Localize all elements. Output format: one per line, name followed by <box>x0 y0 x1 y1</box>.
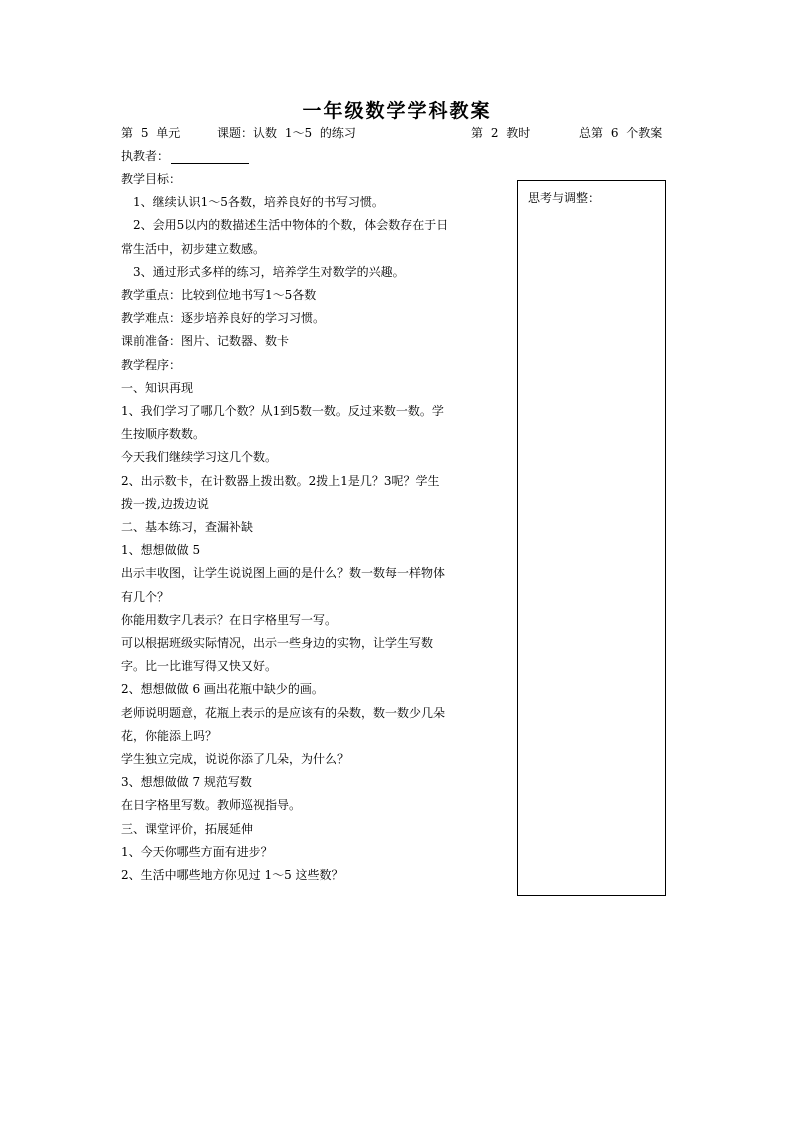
body-line: 3、通过形式多样的练习，培养学生对数学的兴趣。 <box>133 264 405 279</box>
body-line: 2、想想做做 6 画出花瓶中缺少的画。 <box>121 682 324 697</box>
body-line: 出示丰收图，让学生说说图上画的是什么？数一数每一样物体 <box>121 566 446 581</box>
reflection-box <box>517 180 666 896</box>
body-line: 三、课堂评价，拓展延伸 <box>121 821 254 836</box>
body-line: 今天我们继续学习这几个数。 <box>121 450 278 465</box>
body-line: 3、想想做做 7 规范写数 <box>121 775 252 790</box>
body-line: 2、出示数卡，在计数器上拨出数。2拨上1是几？3呢？学生 <box>121 473 440 488</box>
body-line: 学生独立完成，说说你添了几朵，为什么？ <box>121 752 350 767</box>
body-line: 你能用数字几表示？在日字格里写一写。 <box>121 612 338 627</box>
body-line: 2、会用5以内的数描述生活中物体的个数，体会数存在于日 <box>133 218 449 233</box>
total-label: 总第 6 个教案 <box>579 126 663 140</box>
reflection-label: 思考与调整： <box>528 191 601 205</box>
topic-label: 课题：认数 1～5 的练习 <box>217 126 356 140</box>
body-line: 有几个？ <box>121 589 170 604</box>
unit-label: 第 5 单元 <box>121 126 181 140</box>
lesson-body <box>121 168 506 887</box>
body-line: 课前准备：图片、记数器、数卡 <box>121 334 290 349</box>
body-line: 在日字格里写数。教师巡视指导。 <box>121 798 302 813</box>
body-line: 教学目标： <box>121 172 182 186</box>
body-line: 可以根据班级实际情况，出示一些身边的实物，让学生写数 <box>121 636 434 651</box>
body-line: 教学难点：逐步培养良好的学习习惯。 <box>121 311 326 326</box>
body-line: 拨一拨,边拨边说 <box>121 496 209 511</box>
body-line: 花，你能添上吗？ <box>121 728 218 743</box>
period-label: 第 2 教时 <box>471 126 531 140</box>
body-line: 一、知识再现 <box>121 380 194 395</box>
page-title: 一年级数学学科教案 <box>302 100 492 122</box>
body-line: 常生活中，初步建立数感。 <box>121 241 266 256</box>
body-line: 2、生活中哪些地方你见过 1～5 这些数？ <box>121 868 344 883</box>
body-line: 教学重点：比较到位地书写1～5各数 <box>121 288 317 303</box>
body-line: 1、我们学习了哪几个数？从1到5数一数。反过来数一数。学 <box>121 404 444 419</box>
body-line: 二、基本练习，查漏补缺 <box>121 520 254 535</box>
author-label: 执教者： <box>121 149 170 163</box>
body-line: 1、今天你哪些方面有进步？ <box>121 844 273 859</box>
body-line: 1、想想做做 5 <box>121 543 201 558</box>
body-line: 老师说明题意，花瓶上表示的是应该有的朵数，数一数少几朵 <box>121 705 446 720</box>
body-line: 字。比一比谁写得又快又好。 <box>121 659 278 674</box>
author-blank-line <box>171 151 249 164</box>
lesson-meta <box>121 124 681 142</box>
author-row <box>121 147 249 164</box>
body-line: 1、继续认识1～5各数，培养良好的书写习惯。 <box>133 195 384 210</box>
body-line: 生按顺序数数。 <box>121 427 206 442</box>
body-line: 教学程序： <box>121 357 182 372</box>
